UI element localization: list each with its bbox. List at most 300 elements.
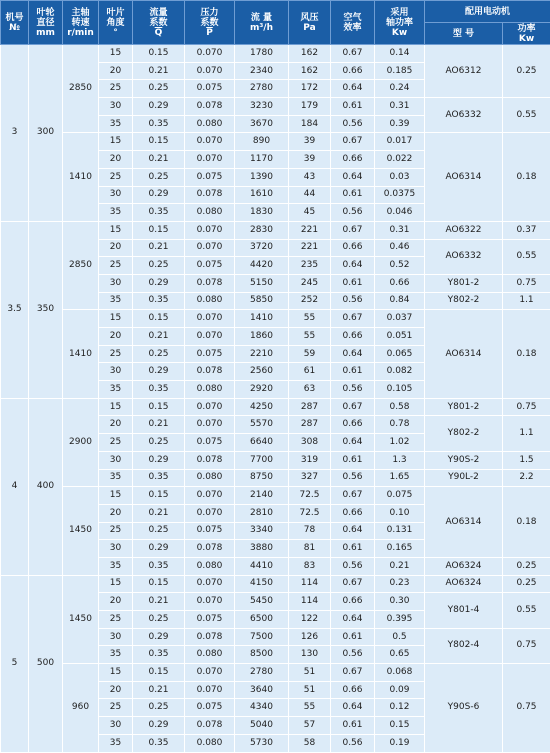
header-wind-pressure: 风压 Pa [289, 1, 331, 45]
blade-angle-cell: 35 [99, 557, 133, 575]
shaft-power-cell: 0.075 [375, 487, 425, 505]
shaft-power-cell: 0.65 [375, 646, 425, 664]
flow-coefficient-cell: 0.15 [133, 664, 185, 682]
motor-power-cell: 0.25 [503, 557, 550, 575]
wind-pressure-cell: 81 [289, 540, 331, 558]
air-efficiency-cell: 0.61 [331, 451, 375, 469]
flow-cell: 5730 [235, 734, 289, 752]
wind-pressure-cell: 114 [289, 593, 331, 611]
air-efficiency-cell: 0.66 [331, 504, 375, 522]
motor-power-cell: 2.2 [503, 469, 550, 487]
pressure-coefficient-cell: 0.070 [185, 328, 235, 346]
shaft-power-cell: 0.14 [375, 45, 425, 63]
pressure-coefficient-cell: 0.078 [185, 186, 235, 204]
wind-pressure-cell: 287 [289, 416, 331, 434]
blade-angle-cell: 20 [99, 681, 133, 699]
motor-power-cell: 0.25 [503, 575, 550, 593]
table-body [1, 45, 550, 753]
flow-cell: 4250 [235, 398, 289, 416]
machine-no-cell: 4 [1, 398, 29, 575]
air-efficiency-cell: 0.61 [331, 717, 375, 735]
shaft-power-cell: 0.046 [375, 204, 425, 222]
shaft-power-cell: 0.185 [375, 62, 425, 80]
air-efficiency-cell: 0.66 [331, 328, 375, 346]
flow-cell: 2780 [235, 80, 289, 98]
air-efficiency-cell: 0.61 [331, 98, 375, 116]
flow-coefficient-cell: 0.29 [133, 186, 185, 204]
wind-pressure-cell: 57 [289, 717, 331, 735]
shaft-power-cell: 0.09 [375, 681, 425, 699]
pressure-coefficient-cell: 0.078 [185, 540, 235, 558]
flow-cell: 7500 [235, 628, 289, 646]
shaft-power-cell: 0.19 [375, 734, 425, 752]
blade-angle-cell: 35 [99, 381, 133, 399]
flow-coefficient-cell: 0.29 [133, 540, 185, 558]
shaft-power-cell: 0.66 [375, 274, 425, 292]
motor-model-cell: Y801-2 [425, 274, 503, 292]
flow-cell: 1170 [235, 151, 289, 169]
blade-angle-cell: 30 [99, 628, 133, 646]
flow-coefficient-cell: 0.35 [133, 204, 185, 222]
pressure-coefficient-cell: 0.075 [185, 522, 235, 540]
pressure-coefficient-cell: 0.078 [185, 717, 235, 735]
wind-pressure-cell: 308 [289, 434, 331, 452]
blade-angle-cell: 20 [99, 416, 133, 434]
flow-cell: 2920 [235, 381, 289, 399]
wind-pressure-cell: 162 [289, 62, 331, 80]
flow-cell: 1610 [235, 186, 289, 204]
header-motor-power: 功率 Kw [503, 23, 550, 45]
pressure-coefficient-cell: 0.080 [185, 646, 235, 664]
shaft-power-cell: 0.24 [375, 80, 425, 98]
flow-coefficient-cell: 0.21 [133, 416, 185, 434]
air-efficiency-cell: 0.67 [331, 133, 375, 151]
shaft-power-cell: 0.39 [375, 115, 425, 133]
blade-angle-cell: 25 [99, 434, 133, 452]
blade-angle-cell: 20 [99, 328, 133, 346]
blade-angle-cell: 25 [99, 80, 133, 98]
flow-coefficient-cell: 0.15 [133, 221, 185, 239]
motor-model-cell: Y801-2 [425, 398, 503, 416]
air-efficiency-cell: 0.67 [331, 310, 375, 328]
shaft-speed-cell: 1410 [63, 310, 99, 398]
air-efficiency-cell: 0.61 [331, 540, 375, 558]
header-motor-model: 型 号 [425, 23, 503, 45]
table-row [1, 221, 550, 239]
motor-power-cell: 0.75 [503, 664, 550, 752]
blade-angle-cell: 25 [99, 168, 133, 186]
blade-angle-cell: 15 [99, 398, 133, 416]
air-efficiency-cell: 0.61 [331, 186, 375, 204]
flow-coefficient-cell: 0.35 [133, 292, 185, 310]
flow-coefficient-cell: 0.29 [133, 717, 185, 735]
shaft-power-cell: 0.0375 [375, 186, 425, 204]
flow-coefficient-cell: 0.25 [133, 522, 185, 540]
shaft-power-cell: 0.10 [375, 504, 425, 522]
air-efficiency-cell: 0.56 [331, 381, 375, 399]
pressure-coefficient-cell: 0.075 [185, 434, 235, 452]
pressure-coefficient-cell: 0.080 [185, 292, 235, 310]
pressure-coefficient-cell: 0.070 [185, 133, 235, 151]
wind-pressure-cell: 72.5 [289, 487, 331, 505]
blade-angle-cell: 35 [99, 469, 133, 487]
header-impeller-diameter: 叶轮 直径 mm [29, 1, 63, 45]
flow-coefficient-cell: 0.25 [133, 257, 185, 275]
flow-cell: 2830 [235, 221, 289, 239]
flow-cell: 5570 [235, 416, 289, 434]
impeller-diameter-cell: 300 [29, 45, 63, 222]
flow-cell: 5040 [235, 717, 289, 735]
pressure-coefficient-cell: 0.080 [185, 115, 235, 133]
pressure-coefficient-cell: 0.070 [185, 45, 235, 63]
pressure-coefficient-cell: 0.080 [185, 557, 235, 575]
flow-cell: 5850 [235, 292, 289, 310]
blade-angle-cell: 35 [99, 204, 133, 222]
motor-power-cell: 0.18 [503, 133, 550, 221]
air-efficiency-cell: 0.66 [331, 593, 375, 611]
pressure-coefficient-cell: 0.070 [185, 416, 235, 434]
air-efficiency-cell: 0.66 [331, 62, 375, 80]
pressure-coefficient-cell: 0.078 [185, 363, 235, 381]
pressure-coefficient-cell: 0.070 [185, 239, 235, 257]
flow-cell: 8500 [235, 646, 289, 664]
pressure-coefficient-cell: 0.070 [185, 62, 235, 80]
flow-coefficient-cell: 0.25 [133, 699, 185, 717]
motor-power-cell: 0.25 [503, 45, 550, 98]
pressure-coefficient-cell: 0.075 [185, 345, 235, 363]
wind-pressure-cell: 51 [289, 681, 331, 699]
flow-coefficient-cell: 0.35 [133, 557, 185, 575]
motor-model-cell: AO6324 [425, 575, 503, 593]
shaft-power-cell: 0.52 [375, 257, 425, 275]
blade-angle-cell: 20 [99, 504, 133, 522]
air-efficiency-cell: 0.64 [331, 522, 375, 540]
table-row [1, 487, 550, 505]
motor-model-cell: AO6312 [425, 45, 503, 98]
header-motor-group: 配用电动机 [425, 1, 550, 23]
flow-coefficient-cell: 0.29 [133, 628, 185, 646]
motor-model-cell: Y90S-2 [425, 451, 503, 469]
flow-coefficient-cell: 0.35 [133, 469, 185, 487]
pressure-coefficient-cell: 0.080 [185, 204, 235, 222]
shaft-power-cell: 0.051 [375, 328, 425, 346]
shaft-power-cell: 0.03 [375, 168, 425, 186]
flow-coefficient-cell: 0.21 [133, 62, 185, 80]
motor-model-cell: AO6324 [425, 557, 503, 575]
shaft-power-cell: 0.068 [375, 664, 425, 682]
wind-pressure-cell: 44 [289, 186, 331, 204]
wind-pressure-cell: 252 [289, 292, 331, 310]
blade-angle-cell: 20 [99, 151, 133, 169]
pressure-coefficient-cell: 0.078 [185, 98, 235, 116]
blade-angle-cell: 30 [99, 451, 133, 469]
motor-model-cell: Y802-2 [425, 416, 503, 451]
shaft-power-cell: 0.30 [375, 593, 425, 611]
flow-cell: 4410 [235, 557, 289, 575]
wind-pressure-cell: 61 [289, 363, 331, 381]
air-efficiency-cell: 0.64 [331, 345, 375, 363]
flow-cell: 1830 [235, 204, 289, 222]
flow-coefficient-cell: 0.21 [133, 328, 185, 346]
air-efficiency-cell: 0.67 [331, 398, 375, 416]
wind-pressure-cell: 235 [289, 257, 331, 275]
air-efficiency-cell: 0.67 [331, 221, 375, 239]
flow-coefficient-cell: 0.25 [133, 345, 185, 363]
motor-power-cell: 0.75 [503, 398, 550, 416]
wind-pressure-cell: 184 [289, 115, 331, 133]
table-row [1, 575, 550, 593]
wind-pressure-cell: 122 [289, 611, 331, 629]
wind-pressure-cell: 319 [289, 451, 331, 469]
shaft-power-cell: 0.58 [375, 398, 425, 416]
air-efficiency-cell: 0.61 [331, 363, 375, 381]
flow-cell: 3670 [235, 115, 289, 133]
flow-cell: 2780 [235, 664, 289, 682]
flow-cell: 2810 [235, 504, 289, 522]
pressure-coefficient-cell: 0.070 [185, 593, 235, 611]
motor-model-cell: AO6314 [425, 487, 503, 558]
motor-power-cell: 1.1 [503, 292, 550, 310]
flow-coefficient-cell: 0.29 [133, 98, 185, 116]
blade-angle-cell: 35 [99, 292, 133, 310]
motor-model-cell: AO6332 [425, 239, 503, 274]
pressure-coefficient-cell: 0.070 [185, 681, 235, 699]
wind-pressure-cell: 83 [289, 557, 331, 575]
table-row [1, 45, 550, 63]
table-row [1, 398, 550, 416]
shaft-power-cell: 0.131 [375, 522, 425, 540]
air-efficiency-cell: 0.67 [331, 575, 375, 593]
pressure-coefficient-cell: 0.075 [185, 699, 235, 717]
air-efficiency-cell: 0.64 [331, 80, 375, 98]
wind-pressure-cell: 45 [289, 204, 331, 222]
flow-cell: 3880 [235, 540, 289, 558]
wind-pressure-cell: 221 [289, 221, 331, 239]
blade-angle-cell: 30 [99, 717, 133, 735]
flow-cell: 3230 [235, 98, 289, 116]
blade-angle-cell: 30 [99, 98, 133, 116]
wind-pressure-cell: 245 [289, 274, 331, 292]
blade-angle-cell: 35 [99, 734, 133, 752]
flow-coefficient-cell: 0.21 [133, 504, 185, 522]
flow-coefficient-cell: 0.35 [133, 115, 185, 133]
flow-coefficient-cell: 0.15 [133, 310, 185, 328]
blade-angle-cell: 20 [99, 593, 133, 611]
shaft-power-cell: 1.3 [375, 451, 425, 469]
flow-coefficient-cell: 0.29 [133, 451, 185, 469]
blade-angle-cell: 25 [99, 257, 133, 275]
air-efficiency-cell: 0.67 [331, 487, 375, 505]
motor-model-cell: Y802-2 [425, 292, 503, 310]
motor-model-cell: Y802-4 [425, 628, 503, 663]
blade-angle-cell: 15 [99, 664, 133, 682]
air-efficiency-cell: 0.56 [331, 646, 375, 664]
blade-angle-cell: 30 [99, 363, 133, 381]
wind-pressure-cell: 58 [289, 734, 331, 752]
pressure-coefficient-cell: 0.078 [185, 451, 235, 469]
wind-pressure-cell: 130 [289, 646, 331, 664]
air-efficiency-cell: 0.56 [331, 734, 375, 752]
pressure-coefficient-cell: 0.080 [185, 381, 235, 399]
motor-power-cell: 0.18 [503, 487, 550, 558]
shaft-power-cell: 0.84 [375, 292, 425, 310]
flow-coefficient-cell: 0.15 [133, 133, 185, 151]
air-efficiency-cell: 0.61 [331, 274, 375, 292]
flow-cell: 2140 [235, 487, 289, 505]
shaft-power-cell: 0.105 [375, 381, 425, 399]
motor-model-cell: AO6322 [425, 221, 503, 239]
air-efficiency-cell: 0.64 [331, 257, 375, 275]
pressure-coefficient-cell: 0.070 [185, 504, 235, 522]
motor-power-cell: 0.18 [503, 310, 550, 398]
blade-angle-cell: 15 [99, 45, 133, 63]
wind-pressure-cell: 51 [289, 664, 331, 682]
flow-coefficient-cell: 0.25 [133, 168, 185, 186]
wind-pressure-cell: 59 [289, 345, 331, 363]
blade-angle-cell: 15 [99, 487, 133, 505]
pressure-coefficient-cell: 0.078 [185, 628, 235, 646]
air-efficiency-cell: 0.67 [331, 45, 375, 63]
wind-pressure-cell: 55 [289, 699, 331, 717]
shaft-power-cell: 0.022 [375, 151, 425, 169]
flow-coefficient-cell: 0.21 [133, 593, 185, 611]
flow-cell: 6500 [235, 611, 289, 629]
pressure-coefficient-cell: 0.075 [185, 611, 235, 629]
blade-angle-cell: 30 [99, 186, 133, 204]
shaft-power-cell: 0.23 [375, 575, 425, 593]
wind-pressure-cell: 43 [289, 168, 331, 186]
air-efficiency-cell: 0.56 [331, 292, 375, 310]
flow-cell: 5150 [235, 274, 289, 292]
pressure-coefficient-cell: 0.070 [185, 487, 235, 505]
blade-angle-cell: 35 [99, 646, 133, 664]
flow-cell: 1780 [235, 45, 289, 63]
blade-angle-cell: 30 [99, 274, 133, 292]
air-efficiency-cell: 0.64 [331, 168, 375, 186]
shaft-speed-cell: 1450 [63, 575, 99, 663]
pressure-coefficient-cell: 0.070 [185, 398, 235, 416]
flow-cell: 1860 [235, 328, 289, 346]
flow-cell: 1390 [235, 168, 289, 186]
air-efficiency-cell: 0.66 [331, 151, 375, 169]
flow-coefficient-cell: 0.15 [133, 398, 185, 416]
table-row [1, 133, 550, 151]
shaft-power-cell: 0.017 [375, 133, 425, 151]
header-shaft-power: 采用 轴功率 Kw [375, 1, 425, 45]
shaft-speed-cell: 1410 [63, 133, 99, 221]
pressure-coefficient-cell: 0.070 [185, 221, 235, 239]
shaft-power-cell: 1.65 [375, 469, 425, 487]
pressure-coefficient-cell: 0.070 [185, 575, 235, 593]
flow-cell: 2340 [235, 62, 289, 80]
table-row [1, 310, 550, 328]
wind-pressure-cell: 55 [289, 310, 331, 328]
motor-power-cell: 0.37 [503, 221, 550, 239]
flow-cell: 2560 [235, 363, 289, 381]
blade-angle-cell: 30 [99, 540, 133, 558]
motor-model-cell: AO6314 [425, 133, 503, 221]
air-efficiency-cell: 0.66 [331, 239, 375, 257]
pressure-coefficient-cell: 0.070 [185, 310, 235, 328]
pressure-coefficient-cell: 0.078 [185, 274, 235, 292]
flow-coefficient-cell: 0.25 [133, 434, 185, 452]
shaft-power-cell: 0.78 [375, 416, 425, 434]
flow-cell: 890 [235, 133, 289, 151]
shaft-power-cell: 0.082 [375, 363, 425, 381]
shaft-power-cell: 0.21 [375, 557, 425, 575]
flow-cell: 3640 [235, 681, 289, 699]
flow-coefficient-cell: 0.15 [133, 487, 185, 505]
air-efficiency-cell: 0.67 [331, 664, 375, 682]
wind-pressure-cell: 39 [289, 133, 331, 151]
header-pressure-coefficient: 压力 系数 $\overline{P}$ [185, 1, 235, 45]
header-flow: 流 量 m³/h [235, 1, 289, 45]
motor-model-cell: AO6332 [425, 98, 503, 133]
shaft-power-cell: 0.395 [375, 611, 425, 629]
flow-cell: 4150 [235, 575, 289, 593]
wind-pressure-cell: 114 [289, 575, 331, 593]
flow-cell: 1410 [235, 310, 289, 328]
shaft-speed-cell: 1450 [63, 487, 99, 575]
flow-coefficient-cell: 0.35 [133, 646, 185, 664]
shaft-power-cell: 0.037 [375, 310, 425, 328]
wind-pressure-cell: 327 [289, 469, 331, 487]
shaft-power-cell: 1.02 [375, 434, 425, 452]
flow-coefficient-cell: 0.15 [133, 45, 185, 63]
pressure-coefficient-cell: 0.075 [185, 80, 235, 98]
flow-coefficient-cell: 0.35 [133, 381, 185, 399]
pressure-coefficient-cell: 0.075 [185, 257, 235, 275]
wind-pressure-cell: 78 [289, 522, 331, 540]
pressure-coefficient-cell: 0.080 [185, 734, 235, 752]
motor-model-cell: Y801-4 [425, 593, 503, 628]
shaft-speed-cell: 2900 [63, 398, 99, 486]
flow-coefficient-cell: 0.21 [133, 239, 185, 257]
wind-pressure-cell: 162 [289, 45, 331, 63]
shaft-power-cell: 0.31 [375, 221, 425, 239]
flow-coefficient-cell: 0.35 [133, 734, 185, 752]
wind-pressure-cell: 72.5 [289, 504, 331, 522]
header-blade-angle: 叶片 角度 ° [99, 1, 133, 45]
wind-pressure-cell: 221 [289, 239, 331, 257]
header-flow-coefficient: 流量 系数 $\overline{Q}$ [133, 1, 185, 45]
pressure-coefficient-cell: 0.070 [185, 151, 235, 169]
flow-cell: 5450 [235, 593, 289, 611]
air-efficiency-cell: 0.61 [331, 628, 375, 646]
air-efficiency-cell: 0.56 [331, 557, 375, 575]
wind-pressure-cell: 287 [289, 398, 331, 416]
pressure-coefficient-cell: 0.080 [185, 469, 235, 487]
shaft-power-cell: 0.5 [375, 628, 425, 646]
shaft-power-cell: 0.31 [375, 98, 425, 116]
flow-coefficient-cell: 0.21 [133, 151, 185, 169]
motor-power-cell: 0.55 [503, 593, 550, 628]
machine-no-cell: 5 [1, 575, 29, 752]
header-air-efficiency: 空气 效率 [331, 1, 375, 45]
blade-angle-cell: 15 [99, 575, 133, 593]
flow-cell: 6640 [235, 434, 289, 452]
motor-power-cell: 1.1 [503, 416, 550, 451]
header-shaft-speed: 主轴 转速 r/min [63, 1, 99, 45]
wind-pressure-cell: 179 [289, 98, 331, 116]
wind-pressure-cell: 63 [289, 381, 331, 399]
shaft-speed-cell: 2850 [63, 221, 99, 309]
air-efficiency-cell: 0.64 [331, 611, 375, 629]
flow-cell: 3720 [235, 239, 289, 257]
blade-angle-cell: 15 [99, 133, 133, 151]
shaft-speed-cell: 2850 [63, 45, 99, 133]
blade-angle-cell: 35 [99, 115, 133, 133]
